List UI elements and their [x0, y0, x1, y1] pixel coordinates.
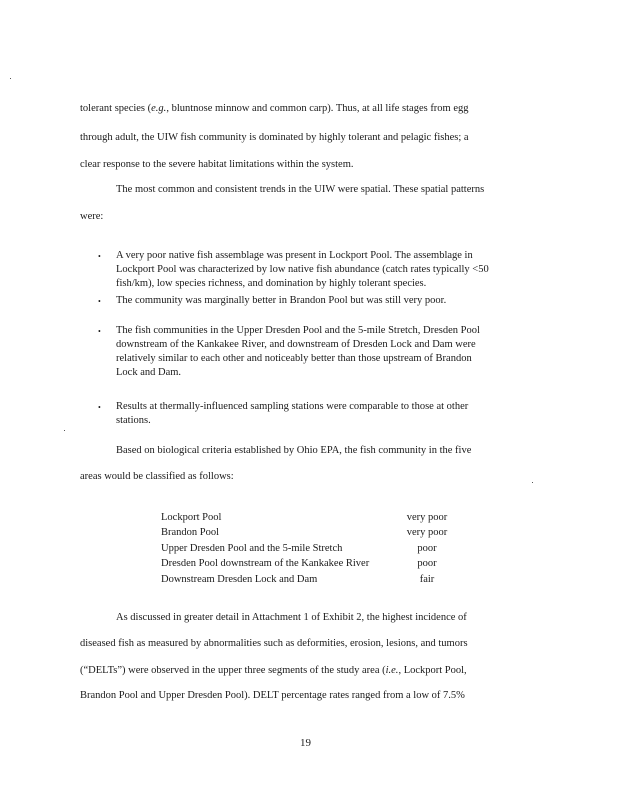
table-row [161, 541, 481, 556]
table-row [161, 572, 481, 587]
page-number: 19 [300, 737, 311, 749]
bullet-3-line-2: downstream of the Kankakee River, and downstream of Dresden Lock and Dam were [116, 339, 476, 350]
bullet-dot: • [98, 327, 101, 336]
para4-line-3: (“DELTs”) were observed in the upper three segments of the study area (i.e., Lockport Pool, [80, 665, 467, 676]
para1-line-2: through adult, the UIW fish community is dominated by highly tolerant and pelagic fishes; a [80, 132, 469, 143]
para4-line-1: As discussed in greater detail in Attachment 1 of Exhibit 2, the highest incidence of [116, 612, 467, 623]
bullet-dot: • [98, 297, 101, 306]
table-cell-class: poor [417, 542, 437, 554]
bullet-3-line-1: The fish communities in the Upper Dresden Pool and the 5-mile Stretch, Dresden Pool [116, 325, 480, 336]
para1-line-3: clear response to the severe habitat limitations within the system. [80, 159, 354, 170]
table-row [161, 556, 481, 571]
bullet-1-line-3: fish/km), low species richness, and domination by highly tolerant species. [116, 278, 427, 289]
table-cell-class: very poor [406, 512, 448, 523]
table-cell-class: poor [417, 558, 437, 570]
table-cell-class: fair [419, 573, 435, 585]
scan-speck [64, 430, 65, 431]
para1-line-1: tolerant species (e.g., bluntnose minnow and common carp). Thus, at all life stages from egg [80, 103, 469, 114]
table-row [161, 525, 481, 540]
classification-table [161, 510, 481, 587]
table-cell-area: Brandon Pool [161, 527, 220, 539]
bullet-4-line-2: stations. [116, 415, 151, 426]
scan-speck [532, 482, 533, 483]
table-cell-area: Downstream Dresden Lock and Dam [161, 573, 318, 585]
para2-line-1: The most common and consistent trends in the UIW were spatial. These spatial patterns [116, 184, 485, 195]
para4-line-4: Brandon Pool and Upper Dresden Pool). DELT percentage rates ranged from a low of 7.5% [80, 690, 465, 701]
para3-line-1: Based on biological criteria established by Ohio EPA, the fish community in the five [116, 445, 472, 456]
table-cell-area: Lockport Pool [161, 512, 222, 523]
scan-speck [10, 78, 11, 79]
para4-line-2: diseased fish as measured by abnormalities such as deformities, erosion, lesions, and tumors [80, 638, 468, 649]
para3-line-2: areas would be classified as follows: [80, 471, 234, 482]
table-cell-area: Upper Dresden Pool and the 5-mile Stretch [161, 542, 343, 554]
bullet-dot: • [98, 403, 101, 412]
table-cell-area: Dresden Pool downstream of the Kankakee River [161, 558, 370, 570]
bullet-4-line-1: Results at thermally-influenced sampling stations were comparable to those at other [116, 401, 469, 412]
bullet-1-line-1: A very poor native fish assemblage was present in Lockport Pool. The assemblage in [116, 250, 473, 261]
bullet-dot: • [98, 252, 101, 261]
para2-line-2: were: [80, 211, 104, 222]
table-row [161, 510, 481, 525]
bullet-3-line-3: relatively similar to each other and noticeably better than those upstream of Brandon [116, 353, 472, 364]
table-cell-class: very poor [406, 527, 448, 539]
bullet-1-line-2: Lockport Pool was characterized by low native fish abundance (catch rates typically <50 [116, 264, 489, 275]
bullet-3-line-4: Lock and Dam. [116, 367, 182, 378]
bullet-2-line-1: The community was marginally better in Brandon Pool but was still very poor. [116, 295, 447, 306]
